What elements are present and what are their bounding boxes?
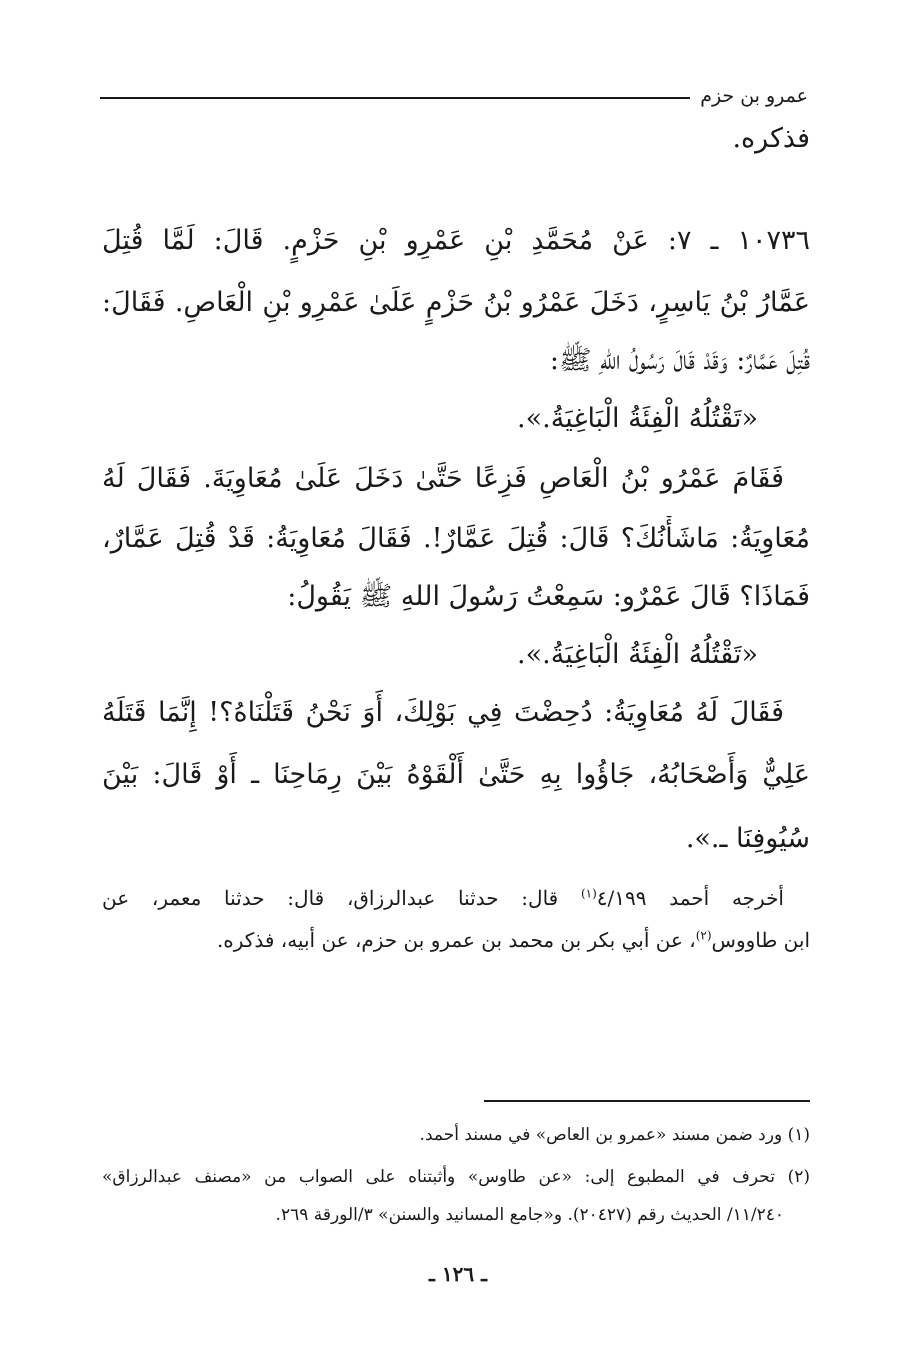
- running-header: [100, 84, 808, 112]
- hadith-line-11: سُيُوفِنَا ـ.».: [685, 823, 810, 854]
- header-title: عمرو بن حزم: [700, 85, 808, 107]
- page-number: ـ ١٢٦ ـ: [429, 1262, 487, 1286]
- hadith-quote-1: «تَقْتُلُهُ الْفِئَةُ الْبَاغِيَةُ.».: [517, 403, 758, 434]
- hadith-line-7: فَمَاذَا؟ قَالَ عَمْرٌو: سَمِعْتُ رَسُولَ اللهِ ﷺ يَقُولُ:: [287, 581, 810, 612]
- footnote-ref-2: (٢): [695, 928, 712, 943]
- hadith-line-3: قُتِلَ عَمَّارٌ: وَقَدْ قَالَ رَسُولُ اللهِ ﷺ:: [549, 345, 810, 376]
- source-text-a: أخرجه أحمد ٤/١٩٩: [596, 886, 784, 910]
- hadith-line-6: مُعَاوِيَةُ: مَاشَأْنُكَ؟ قَالَ: قُتِلَ عَمَّارٌ!. فَقَالَ مُعَاوِيَةُ: قَدْ قُتِلَ عَمَّارٌ،: [102, 523, 810, 554]
- hadith-line-1: ١٠٧٣٦ ـ ٧: عَنْ مُحَمَّدِ بْنِ عَمْرِو بْنِ حَزْمٍ. قَالَ: لَمَّا قُتِلَ: [102, 225, 810, 256]
- source-text-c: ابن طاووس: [711, 928, 810, 952]
- continuation-line: فذكره.: [732, 123, 810, 154]
- hadith-line-10: عَلِيٌّ وَأَصْحَابُهُ، جَاؤُوا بِهِ حَتَّىٰ أَلْقَوْهُ بَيْنَ رِمَاحِنَا ـ أَوْ قَالَ: بَيْنَ: [102, 759, 810, 790]
- source-line-2: [102, 922, 810, 958]
- footnote-2: (٢) تحرف في المطبوع إلى: «عن طاوس» وأثبتناه على الصواب من «مصنف عبدالرزاق»: [102, 1167, 810, 1187]
- source-text-b: قال: حدثنا عبدالرزاق، قال: حدثنا معمر، عن: [102, 886, 581, 910]
- source-text-d: ، عن أبي بكر بن محمد بن عمرو بن حزم، عن أبيه، فذكره.: [216, 928, 696, 952]
- footnote-separator: [484, 1100, 810, 1102]
- hadith-quote-2: «تَقْتُلُهُ الْفِئَةُ الْبَاغِيَةُ.».: [517, 639, 758, 670]
- footnote-2-continued: ١١/٢٤٠/ الحديث رقم (٢٠٤٢٧). و«جامع المسانيد والسنن» ٣/الورقة ٢٦٩.: [275, 1205, 784, 1225]
- header-rule: [100, 97, 690, 99]
- hadith-line-5: فَقَامَ عَمْرُو بْنُ الْعَاصِ فَزِعًا حَتَّىٰ دَخَلَ عَلَىٰ مُعَاوِيَةَ. فَقَالَ لَهُ: [102, 463, 784, 494]
- footnote-ref-1: (١): [580, 886, 597, 901]
- hadith-line-9: فَقَالَ لَهُ مُعَاوِيَةُ: دُحِضْتَ فِي بَوْلِكَ، أَوَ نَحْنُ قَتَلْنَاهُ؟! إِنَّمَا قَتَلَهُ: [102, 697, 784, 728]
- source-line-1: [102, 880, 784, 916]
- footnote-1: (١) ورد ضمن مسند «عمرو بن العاص» في مسند أحمد.: [419, 1125, 810, 1145]
- hadith-line-2: عَمَّارُ بْنُ يَاسِرٍ، دَخَلَ عَمْرُو بْنُ حَزْمٍ عَلَىٰ عَمْرِو بْنِ الْعَاصِ. فَقَالَ:: [102, 287, 810, 318]
